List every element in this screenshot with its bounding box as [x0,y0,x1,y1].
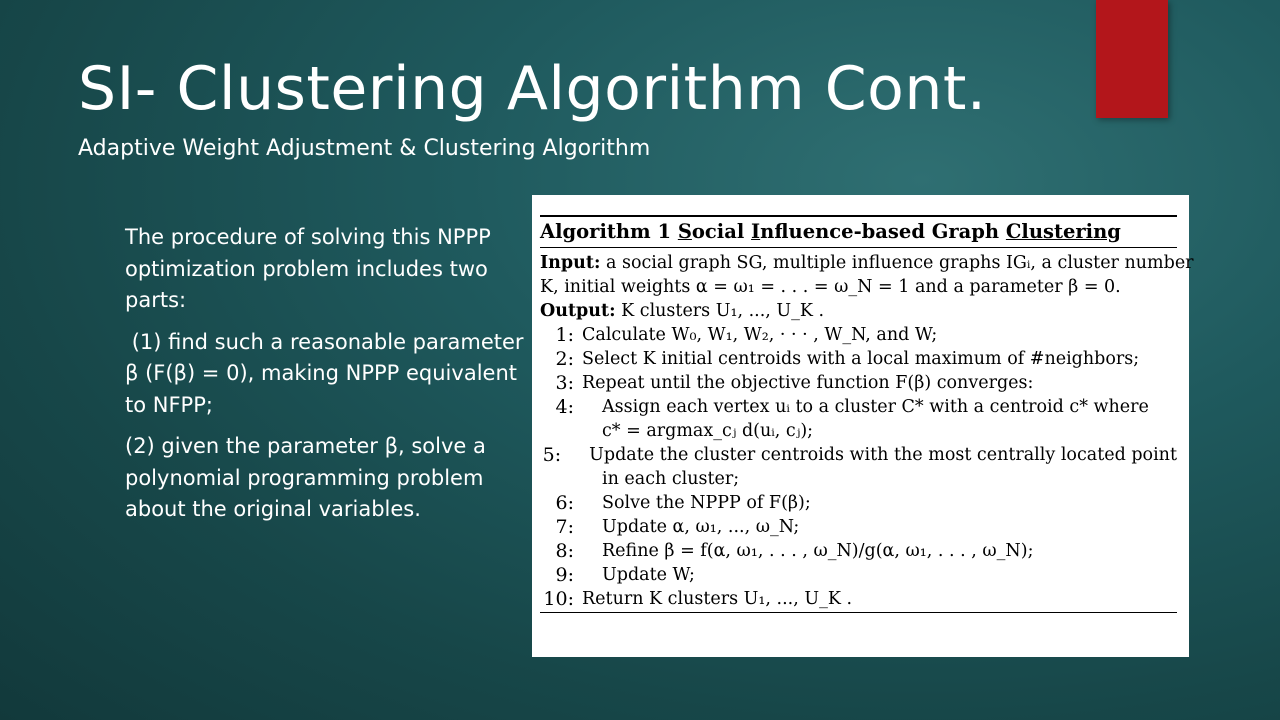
body-paragraph-part-1: (1) find such a reasonable parameter β (F(β) = 0), making NPPP equivalent to NFPP; [125,329,531,417]
algorithm-step [540,491,1177,515]
input-line-1: a social graph SG, multiple influence graphs IGᵢ, a cluster number [600,253,1194,273]
algorithm-step [540,587,1177,611]
body-paragraph-part-2: (2) given the parameter β, solve a polynomial programming problem about the original variables. [125,434,486,521]
step-number: 10: [543,588,574,610]
algorithm-step [540,323,1177,347]
step-text: Update the cluster centroids with the most centrally located point [589,445,1177,465]
algorithm-output [540,299,1177,323]
input-label: Input: [540,253,601,273]
algorithm-title-nfluence: nfluence-based Graph [760,220,1006,243]
step-number: 6: [555,492,574,514]
step-number: 2: [555,348,574,370]
step-number [540,419,582,443]
algorithm-title-clustering: Clustering [1005,220,1121,243]
body-text [125,222,530,536]
accent-bar [1096,0,1168,118]
step-text: c* = argmax_cⱼ d(uᵢ, cⱼ); [602,421,814,441]
slide-subtitle: Adaptive Weight Adjustment & Clustering Algorithm [78,136,651,161]
algorithm-step-continuation [540,419,1177,443]
step-text: Select K initial centroids with a local maximum of #neighbors; [582,349,1140,369]
step-text: Solve the NPPP of F(β); [602,493,811,513]
algorithm-title [540,217,1177,247]
input-line-2: K, initial weights α = ω₁ = . . . = ω_N = 1 and a parameter β = 0. [540,277,1121,297]
algorithm-step-continuation [540,467,1177,491]
step-text: in each cluster; [602,469,740,489]
algorithm-title-ocial: ocial [691,220,752,243]
step-text: Update W; [602,565,695,585]
algorithm-step [540,515,1177,539]
step-number [540,467,582,491]
step-text: Calculate W₀, W₁, W₂, · · · , W_N, and W; [582,325,938,345]
algorithm-step [540,539,1177,563]
algorithm-image [532,195,1194,657]
step-text: Assign each vertex uᵢ to a cluster C* with a centroid c* where [602,397,1149,417]
algorithm-title-prefix: Algorithm 1 [540,220,678,243]
step-number: 4: [555,396,574,418]
step-number: 7: [555,516,574,538]
algorithm-body [540,248,1194,612]
slide-title: SI- Clustering Algorithm Cont. [78,54,987,124]
step-number: 8: [555,540,574,562]
step-number: 3: [555,372,574,394]
algorithm-title-i: I [751,220,761,243]
algorithm-step [540,395,1177,419]
algorithm-step [540,371,1177,395]
step-text: Update α, ω₁, ..., ω_N; [602,517,800,537]
output-text: K clusters U₁, ..., U_K . [615,301,825,321]
algorithm-bottom-rule [540,612,1177,613]
step-text: Refine β = f(α, ω₁, . . . , ω_N)/g(α, ω₁, . . . , ω_N); [602,541,1034,561]
algorithm-step [540,563,1177,587]
step-number: 5: [542,444,562,466]
body-paragraph-intro: The procedure of solving this NPPP optimization problem includes two parts: [125,225,491,312]
algorithm-title-s: S [677,220,692,243]
step-text: Return K clusters U₁, ..., U_K . [582,589,853,609]
step-text: Repeat until the objective function F(β) converges: [582,373,1034,393]
algorithm-step [540,347,1177,371]
algorithm-box [540,215,1194,613]
algorithm-step [540,443,1177,467]
step-number: 9: [555,564,574,586]
step-number: 1: [555,324,574,346]
algorithm-input [540,251,1194,275]
output-label: Output: [540,301,616,321]
